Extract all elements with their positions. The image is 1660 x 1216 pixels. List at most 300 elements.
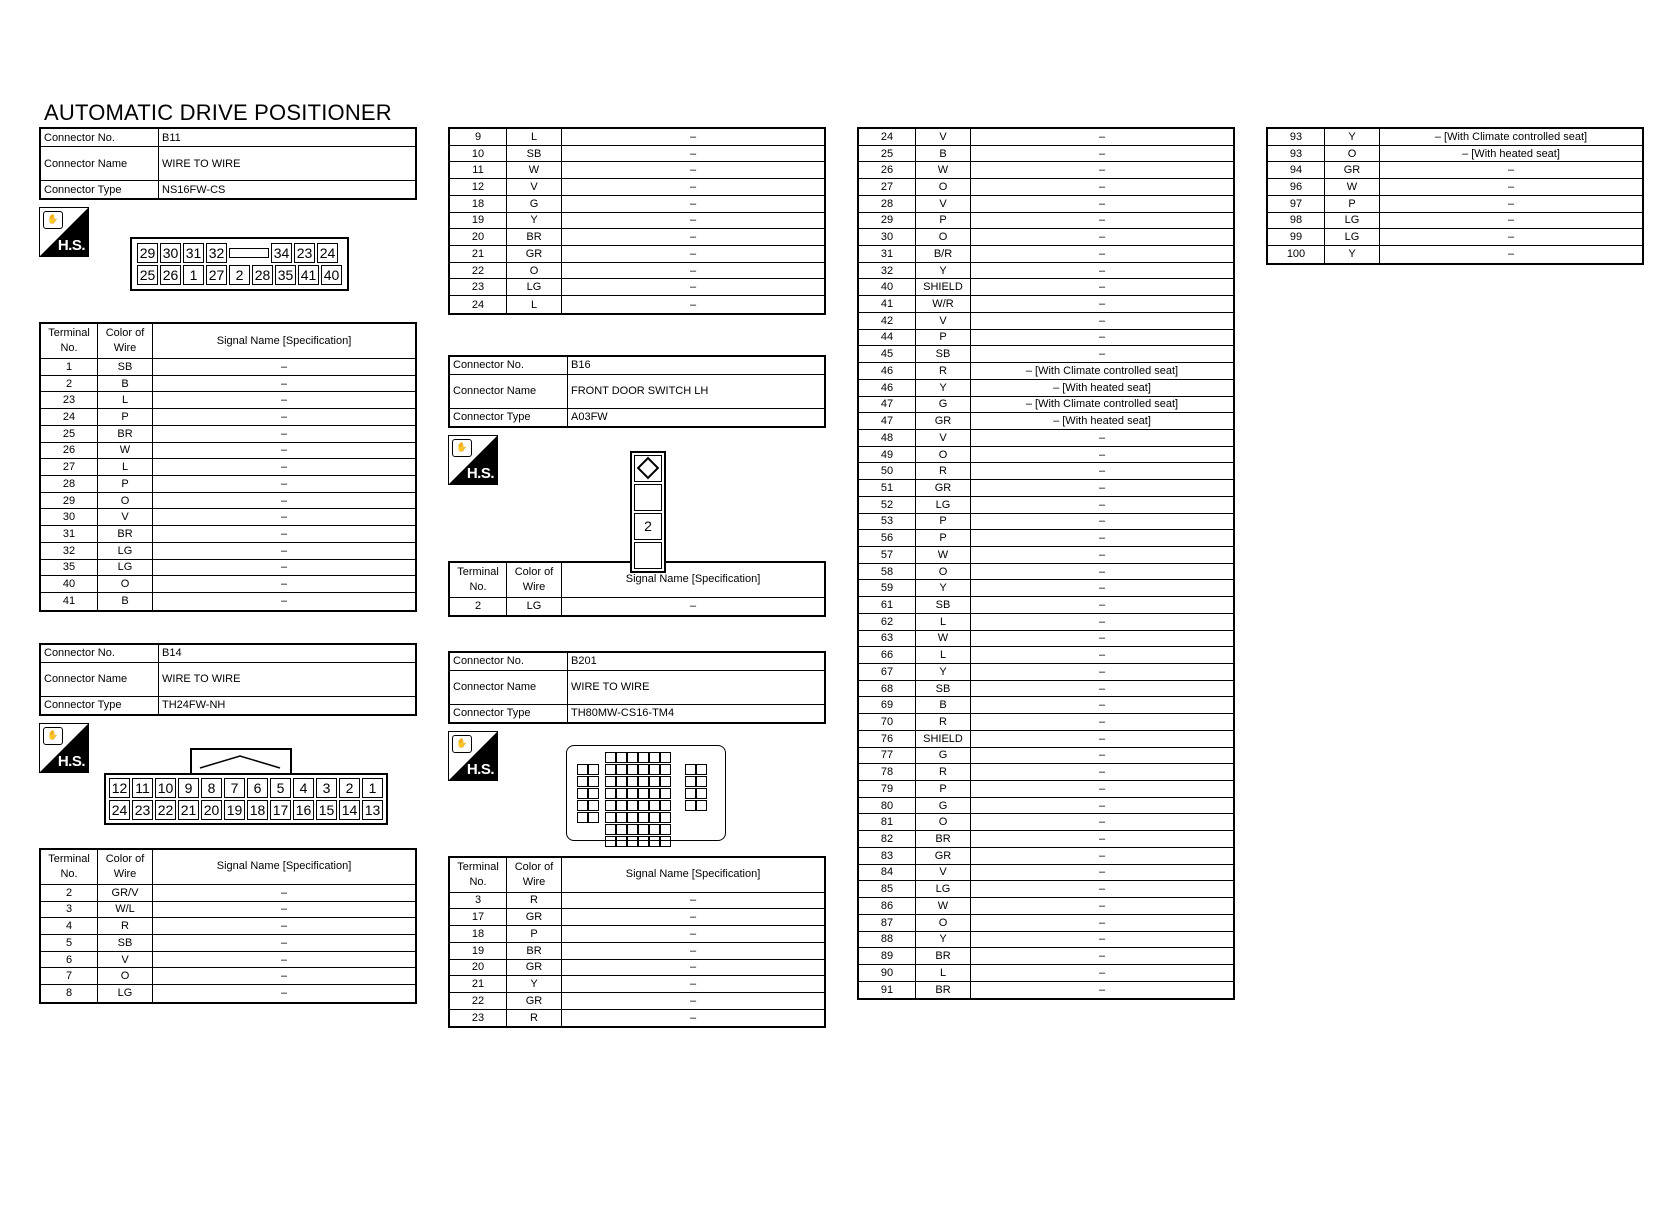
terminal-no-cell: 6	[41, 952, 98, 968]
pin-cavity	[605, 788, 616, 799]
connector-type-label: Connector Type	[41, 697, 159, 714]
pin-cavity	[638, 824, 649, 835]
pin-cavity	[577, 776, 588, 787]
signal-name-cell: –	[689, 164, 697, 177]
terminal-no-header: Terminal No.	[450, 858, 507, 892]
pin-cavity	[660, 800, 671, 811]
pin-cavity	[649, 836, 660, 847]
terminal-no-cell: 19	[450, 213, 507, 229]
terminal-no-cell: 46	[859, 380, 916, 396]
table-row	[41, 968, 415, 985]
signal-name-cell: –	[1098, 231, 1106, 244]
signal-name-cell: –	[1098, 883, 1106, 896]
wire-color-cell: L	[916, 647, 971, 663]
wire-color-cell: O	[1325, 146, 1380, 162]
terminal-no-cell: 94	[1268, 162, 1325, 178]
wire-color-cell: LG	[98, 985, 153, 1002]
pin-cavity	[605, 812, 616, 823]
wire-color-cell: B	[916, 146, 971, 162]
table-row	[859, 397, 1233, 414]
terminal-no-cell: 100	[1268, 246, 1325, 263]
terminal-no-cell: 24	[41, 409, 98, 425]
signal-name-cell: –	[1098, 966, 1106, 979]
wire-color-cell: Y	[1325, 246, 1380, 263]
terminal-no-cell: 76	[859, 731, 916, 747]
terminal-no-cell: 41	[859, 296, 916, 312]
pin-41: 41	[298, 265, 319, 285]
pin-cavity	[577, 800, 588, 811]
wire-color-cell: SHIELD	[916, 279, 971, 295]
wire-color-cell: V	[916, 129, 971, 145]
pin-cavity	[605, 836, 616, 847]
terminal-table-b14	[39, 848, 417, 1004]
signal-name-cell: –	[1098, 665, 1106, 678]
pin-5: 5	[270, 778, 291, 798]
table-row	[859, 313, 1233, 330]
terminal-no-cell: 23	[450, 279, 507, 295]
signal-name-cell: –	[689, 181, 697, 194]
wire-color-cell: GR	[916, 848, 971, 864]
pin-cavity	[605, 776, 616, 787]
connector-face-b16	[630, 451, 666, 573]
table-row	[859, 848, 1233, 865]
terminal-no-cell: 45	[859, 346, 916, 362]
wire-color-cell: W	[916, 162, 971, 178]
table-row	[450, 943, 824, 960]
wire-color-cell: BR	[507, 943, 562, 959]
terminal-no-cell: 57	[859, 547, 916, 563]
table-row	[41, 443, 415, 460]
wire-color-cell: BR	[916, 831, 971, 847]
pin-16: 16	[293, 800, 314, 820]
signal-name-cell: –	[689, 298, 697, 311]
table-row	[859, 380, 1233, 397]
signal-name-cell: – [With heated seat]	[1053, 381, 1151, 394]
wire-color-cell: P	[507, 926, 562, 942]
wire-color-cell: SB	[916, 346, 971, 362]
table-row	[450, 246, 824, 263]
table-row	[859, 781, 1233, 798]
terminal-no-cell: 85	[859, 881, 916, 897]
signal-name-cell: –	[1098, 548, 1106, 561]
table-row	[41, 359, 415, 376]
wire-color-cell: O	[916, 814, 971, 830]
terminal-no-cell: 21	[450, 976, 507, 992]
table-row	[450, 926, 824, 943]
table-row	[41, 902, 415, 919]
terminal-no-cell: 24	[450, 296, 507, 313]
wire-color-cell: LG	[507, 279, 562, 295]
pin-cavity	[660, 752, 671, 763]
pin-block-center	[605, 752, 670, 847]
table-row	[859, 580, 1233, 597]
pin-block-left	[577, 764, 598, 823]
pin-cavity	[660, 824, 671, 835]
pin-cavity	[588, 812, 599, 823]
terminal-no-cell: 97	[1268, 196, 1325, 212]
pin-cavity	[616, 764, 627, 775]
connector-name-value: FRONT DOOR SWITCH LH	[571, 385, 709, 398]
terminal-no-header: Terminal No.	[41, 324, 98, 358]
wire-color-cell: W	[916, 547, 971, 563]
signal-name-cell: –	[280, 936, 288, 949]
signal-name-cell: –	[1098, 565, 1106, 578]
table-row	[450, 146, 824, 163]
connector-type-value: A03FW	[571, 411, 608, 424]
pin-2: 2	[339, 778, 360, 798]
pin-cavity	[588, 764, 599, 775]
terminal-no-cell: 25	[41, 426, 98, 442]
wire-color-cell: LG	[98, 560, 153, 576]
hs-icon: ✋ H.S.	[39, 207, 89, 257]
connector-figure-b201	[448, 724, 826, 856]
table-row	[859, 363, 1233, 380]
signal-name-cell: –	[689, 911, 697, 924]
hs-icon: ✋ H.S.	[448, 435, 498, 485]
terminal-no-cell: 93	[1268, 146, 1325, 162]
wire-color-cell: GR	[916, 413, 971, 429]
terminal-no-cell: 47	[859, 397, 916, 413]
table-row	[859, 530, 1233, 547]
signal-name-cell: –	[1098, 950, 1106, 963]
table-row	[1268, 146, 1642, 163]
connector-type-label: Connector Type	[41, 181, 159, 198]
wire-color-cell: LG	[916, 881, 971, 897]
table-row	[859, 614, 1233, 631]
wire-color-cell: P	[98, 409, 153, 425]
terminal-no-cell: 19	[450, 943, 507, 959]
pin-cavity	[627, 800, 638, 811]
connector-name-label: Connector Name	[450, 375, 568, 408]
pin-cavity	[696, 800, 707, 811]
wire-color-cell: W	[1325, 179, 1380, 195]
wire-color-cell: BR	[507, 229, 562, 245]
signal-name-cell: –	[280, 360, 288, 373]
terminal-no-cell: 81	[859, 814, 916, 830]
pin-22: 22	[155, 800, 176, 820]
signal-name-cell: –	[280, 544, 288, 557]
pin-cavity	[605, 752, 616, 763]
table-row	[450, 598, 824, 615]
table-row	[450, 263, 824, 280]
table-row	[41, 593, 415, 610]
connector-type-label: Connector Type	[450, 705, 568, 722]
terminal-no-cell: 83	[859, 848, 916, 864]
pin-10: 10	[155, 778, 176, 798]
wire-color-cell: GR	[507, 909, 562, 925]
connector-name-label: Connector Name	[41, 663, 159, 696]
pin-cavity	[616, 800, 627, 811]
terminal-no-cell: 2	[450, 598, 507, 615]
signal-name-cell: –	[689, 197, 697, 210]
pin-cavity	[616, 812, 627, 823]
signal-name-cell: –	[280, 394, 288, 407]
pin-cavity	[638, 776, 649, 787]
pin-35: 35	[275, 265, 296, 285]
signal-name-cell: – [With Climate controlled seat]	[1025, 398, 1179, 411]
table-row	[41, 543, 415, 560]
pin-24: 24	[109, 800, 130, 820]
wire-color-cell: BR	[916, 982, 971, 999]
pin-12: 12	[109, 778, 130, 798]
wire-color-cell: Y	[916, 664, 971, 680]
table-row	[450, 993, 824, 1010]
signal-name-cell: –	[1098, 281, 1106, 294]
table-row	[859, 597, 1233, 614]
pin-1: 1	[183, 265, 204, 285]
terminal-no-cell: 32	[41, 543, 98, 559]
signal-name-cell: –	[1098, 699, 1106, 712]
table-row	[859, 497, 1233, 514]
connector-name-value: WIRE TO WIRE	[162, 673, 241, 686]
wire-color-cell: O	[916, 229, 971, 245]
table-row	[859, 279, 1233, 296]
table-row	[859, 463, 1233, 480]
signal-name-cell: –	[280, 970, 288, 983]
wire-color-cell: W	[916, 898, 971, 914]
pin-cavity	[638, 800, 649, 811]
pin-cavity	[634, 542, 662, 569]
terminal-no-cell: 22	[450, 263, 507, 279]
table-row	[1268, 162, 1642, 179]
pin-31: 31	[183, 243, 204, 263]
pin-block-right	[685, 764, 706, 811]
terminal-no-cell: 11	[450, 162, 507, 178]
terminal-no-cell: 3	[41, 902, 98, 918]
terminal-no-cell: 99	[1268, 229, 1325, 245]
table-row	[1268, 179, 1642, 196]
terminal-no-cell: 91	[859, 982, 916, 999]
wire-color-cell: B	[98, 376, 153, 392]
pin-cavity	[638, 788, 649, 799]
signal-name-cell: –	[1098, 582, 1106, 595]
signal-name-cell: –	[1098, 515, 1106, 528]
terminal-no-cell: 86	[859, 898, 916, 914]
signal-name-cell: –	[1098, 181, 1106, 194]
signal-name-cell: –	[689, 214, 697, 227]
wire-color-cell: B	[98, 593, 153, 610]
table-row	[859, 480, 1233, 497]
wire-color-cell: B	[916, 697, 971, 713]
table-row	[41, 392, 415, 409]
signal-name-cell: –	[1098, 782, 1106, 795]
signal-name-cell: –	[689, 600, 697, 613]
table-row	[450, 976, 824, 993]
terminal-no-cell: 2	[41, 885, 98, 901]
terminal-no-cell: 40	[859, 279, 916, 295]
wire-color-cell: Y	[916, 932, 971, 948]
terminal-no-cell: 53	[859, 514, 916, 530]
wire-color-cell: R	[507, 1010, 562, 1027]
terminal-no-cell: 56	[859, 530, 916, 546]
terminal-no-cell: 93	[1268, 129, 1325, 145]
terminal-no-cell: 30	[41, 509, 98, 525]
table-row	[41, 560, 415, 577]
terminal-no-cell: 18	[450, 926, 507, 942]
pin-1: 1	[362, 778, 383, 798]
pin-cavity	[627, 776, 638, 787]
table-row	[450, 229, 824, 246]
signal-name-cell: –	[689, 894, 697, 907]
connector-no-label: Connector No.	[41, 129, 159, 146]
signal-name-cell: –	[1098, 147, 1106, 160]
pin-cavity	[660, 812, 671, 823]
table-row	[41, 952, 415, 969]
wire-color-cell: LG	[1325, 229, 1380, 245]
pin-cavity	[685, 800, 696, 811]
pin-cavity	[649, 764, 660, 775]
signal-name-cell: –	[1098, 933, 1106, 946]
wire-color-cell: L	[98, 392, 153, 408]
wire-color-cell: W/L	[98, 902, 153, 918]
terminal-no-cell: 5	[41, 935, 98, 951]
table-row	[41, 526, 415, 543]
pin-28: 28	[252, 265, 273, 285]
terminal-no-cell: 52	[859, 497, 916, 513]
table-row	[859, 146, 1233, 163]
terminal-no-cell: 29	[41, 493, 98, 509]
terminal-no-header: Terminal No.	[41, 850, 98, 884]
pin-cavity	[649, 752, 660, 763]
wire-color-cell: GR	[507, 246, 562, 262]
wire-color-cell: SB	[98, 935, 153, 951]
pin-3: 3	[316, 778, 337, 798]
pin-cavity	[627, 764, 638, 775]
connector-figure-b11	[39, 200, 417, 322]
diamond-icon	[637, 457, 660, 480]
signal-name-cell: –	[1098, 298, 1106, 311]
color-of-wire-header: Color of Wire	[507, 563, 562, 597]
wire-color-cell: P	[916, 213, 971, 229]
signal-name-cell: –	[689, 147, 697, 160]
terminal-no-cell: 23	[41, 392, 98, 408]
terminal-no-cell: 78	[859, 764, 916, 780]
pin-2: 2	[229, 265, 250, 285]
table-row	[859, 330, 1233, 347]
signal-name-cell: –	[1098, 732, 1106, 745]
signal-name-cell: –	[1098, 716, 1106, 729]
wire-color-cell: P	[916, 330, 971, 346]
table-row	[859, 681, 1233, 698]
pin-24: 24	[317, 243, 338, 263]
signal-name-cell: –	[689, 994, 697, 1007]
terminal-no-cell: 31	[859, 246, 916, 262]
color-of-wire-header: Color of Wire	[507, 858, 562, 892]
connector-face-b11	[130, 237, 349, 291]
signal-name-cell: –	[280, 377, 288, 390]
signal-name-cell: –	[280, 528, 288, 541]
pin-18: 18	[247, 800, 268, 820]
pin-cavity	[616, 752, 627, 763]
table-row	[450, 909, 824, 926]
signal-name-cell: –	[689, 264, 697, 277]
signal-name-cell: –	[280, 578, 288, 591]
connector-info-b16	[448, 355, 826, 428]
wire-color-cell: LG	[1325, 213, 1380, 229]
pin-17: 17	[270, 800, 291, 820]
terminal-no-cell: 1	[41, 359, 98, 375]
wire-color-cell: V	[916, 313, 971, 329]
signal-name-cell: –	[280, 494, 288, 507]
wire-color-cell: SB	[916, 681, 971, 697]
table-row	[859, 731, 1233, 748]
wire-color-cell: O	[916, 564, 971, 580]
pin-30: 30	[160, 243, 181, 263]
signal-name-cell: –	[1098, 481, 1106, 494]
signal-name-cell: –	[280, 427, 288, 440]
terminal-no-cell: 9	[450, 129, 507, 145]
signal-name-cell: –	[280, 411, 288, 424]
connector-type-value: TH24FW-NH	[162, 699, 226, 712]
wire-color-cell: P	[916, 514, 971, 530]
pin-cavity	[660, 764, 671, 775]
wire-color-cell: V	[916, 865, 971, 881]
connector-figure-b16	[448, 428, 826, 561]
wire-color-cell: LG	[507, 598, 562, 615]
signal-name-cell: –	[280, 561, 288, 574]
terminal-no-cell: 47	[859, 413, 916, 429]
signal-name-cell: –	[1098, 833, 1106, 846]
terminal-no-cell: 98	[1268, 213, 1325, 229]
signal-name-cell: –	[1098, 849, 1106, 862]
terminal-no-cell: 80	[859, 798, 916, 814]
signal-name-cell: –	[1098, 799, 1106, 812]
wire-color-cell: V	[98, 952, 153, 968]
pin-cavity	[649, 824, 660, 835]
table-row	[1268, 229, 1642, 246]
pin-cavity	[649, 776, 660, 787]
table-row	[41, 426, 415, 443]
pin-cavity	[649, 800, 660, 811]
wire-color-cell: Y	[916, 263, 971, 279]
connector-type-value: NS16FW-CS	[162, 183, 226, 196]
table-row	[1268, 246, 1642, 263]
signal-name-cell: –	[1098, 214, 1106, 227]
wire-color-cell: P	[916, 781, 971, 797]
terminal-no-cell: 3	[450, 893, 507, 909]
terminal-no-cell: 89	[859, 948, 916, 964]
pin-cavity	[605, 800, 616, 811]
terminal-no-cell: 28	[41, 476, 98, 492]
pin-40: 40	[321, 265, 342, 285]
signal-name-cell: –	[689, 281, 697, 294]
signal-name-cell: –	[689, 927, 697, 940]
wire-color-cell: R	[916, 463, 971, 479]
table-row	[41, 918, 415, 935]
table-row	[859, 915, 1233, 932]
terminal-no-cell: 20	[450, 960, 507, 976]
terminal-no-cell: 18	[450, 196, 507, 212]
pin-cavity	[605, 824, 616, 835]
pin-cavity	[588, 788, 599, 799]
signal-name-cell: –	[1507, 181, 1515, 194]
table-row	[859, 965, 1233, 982]
pin-cavity	[649, 812, 660, 823]
table-row	[859, 631, 1233, 648]
table-row	[41, 459, 415, 476]
pin-23: 23	[294, 243, 315, 263]
pin-cavity	[616, 836, 627, 847]
terminal-no-cell: 50	[859, 463, 916, 479]
table-row	[41, 476, 415, 493]
signal-name-cell: –	[1098, 348, 1106, 361]
pin-8: 8	[201, 778, 222, 798]
pin-cavity	[577, 788, 588, 799]
signal-name-cell: –	[280, 920, 288, 933]
wire-color-cell: GR	[507, 960, 562, 976]
terminal-no-cell: 59	[859, 580, 916, 596]
wire-color-cell: V	[916, 196, 971, 212]
